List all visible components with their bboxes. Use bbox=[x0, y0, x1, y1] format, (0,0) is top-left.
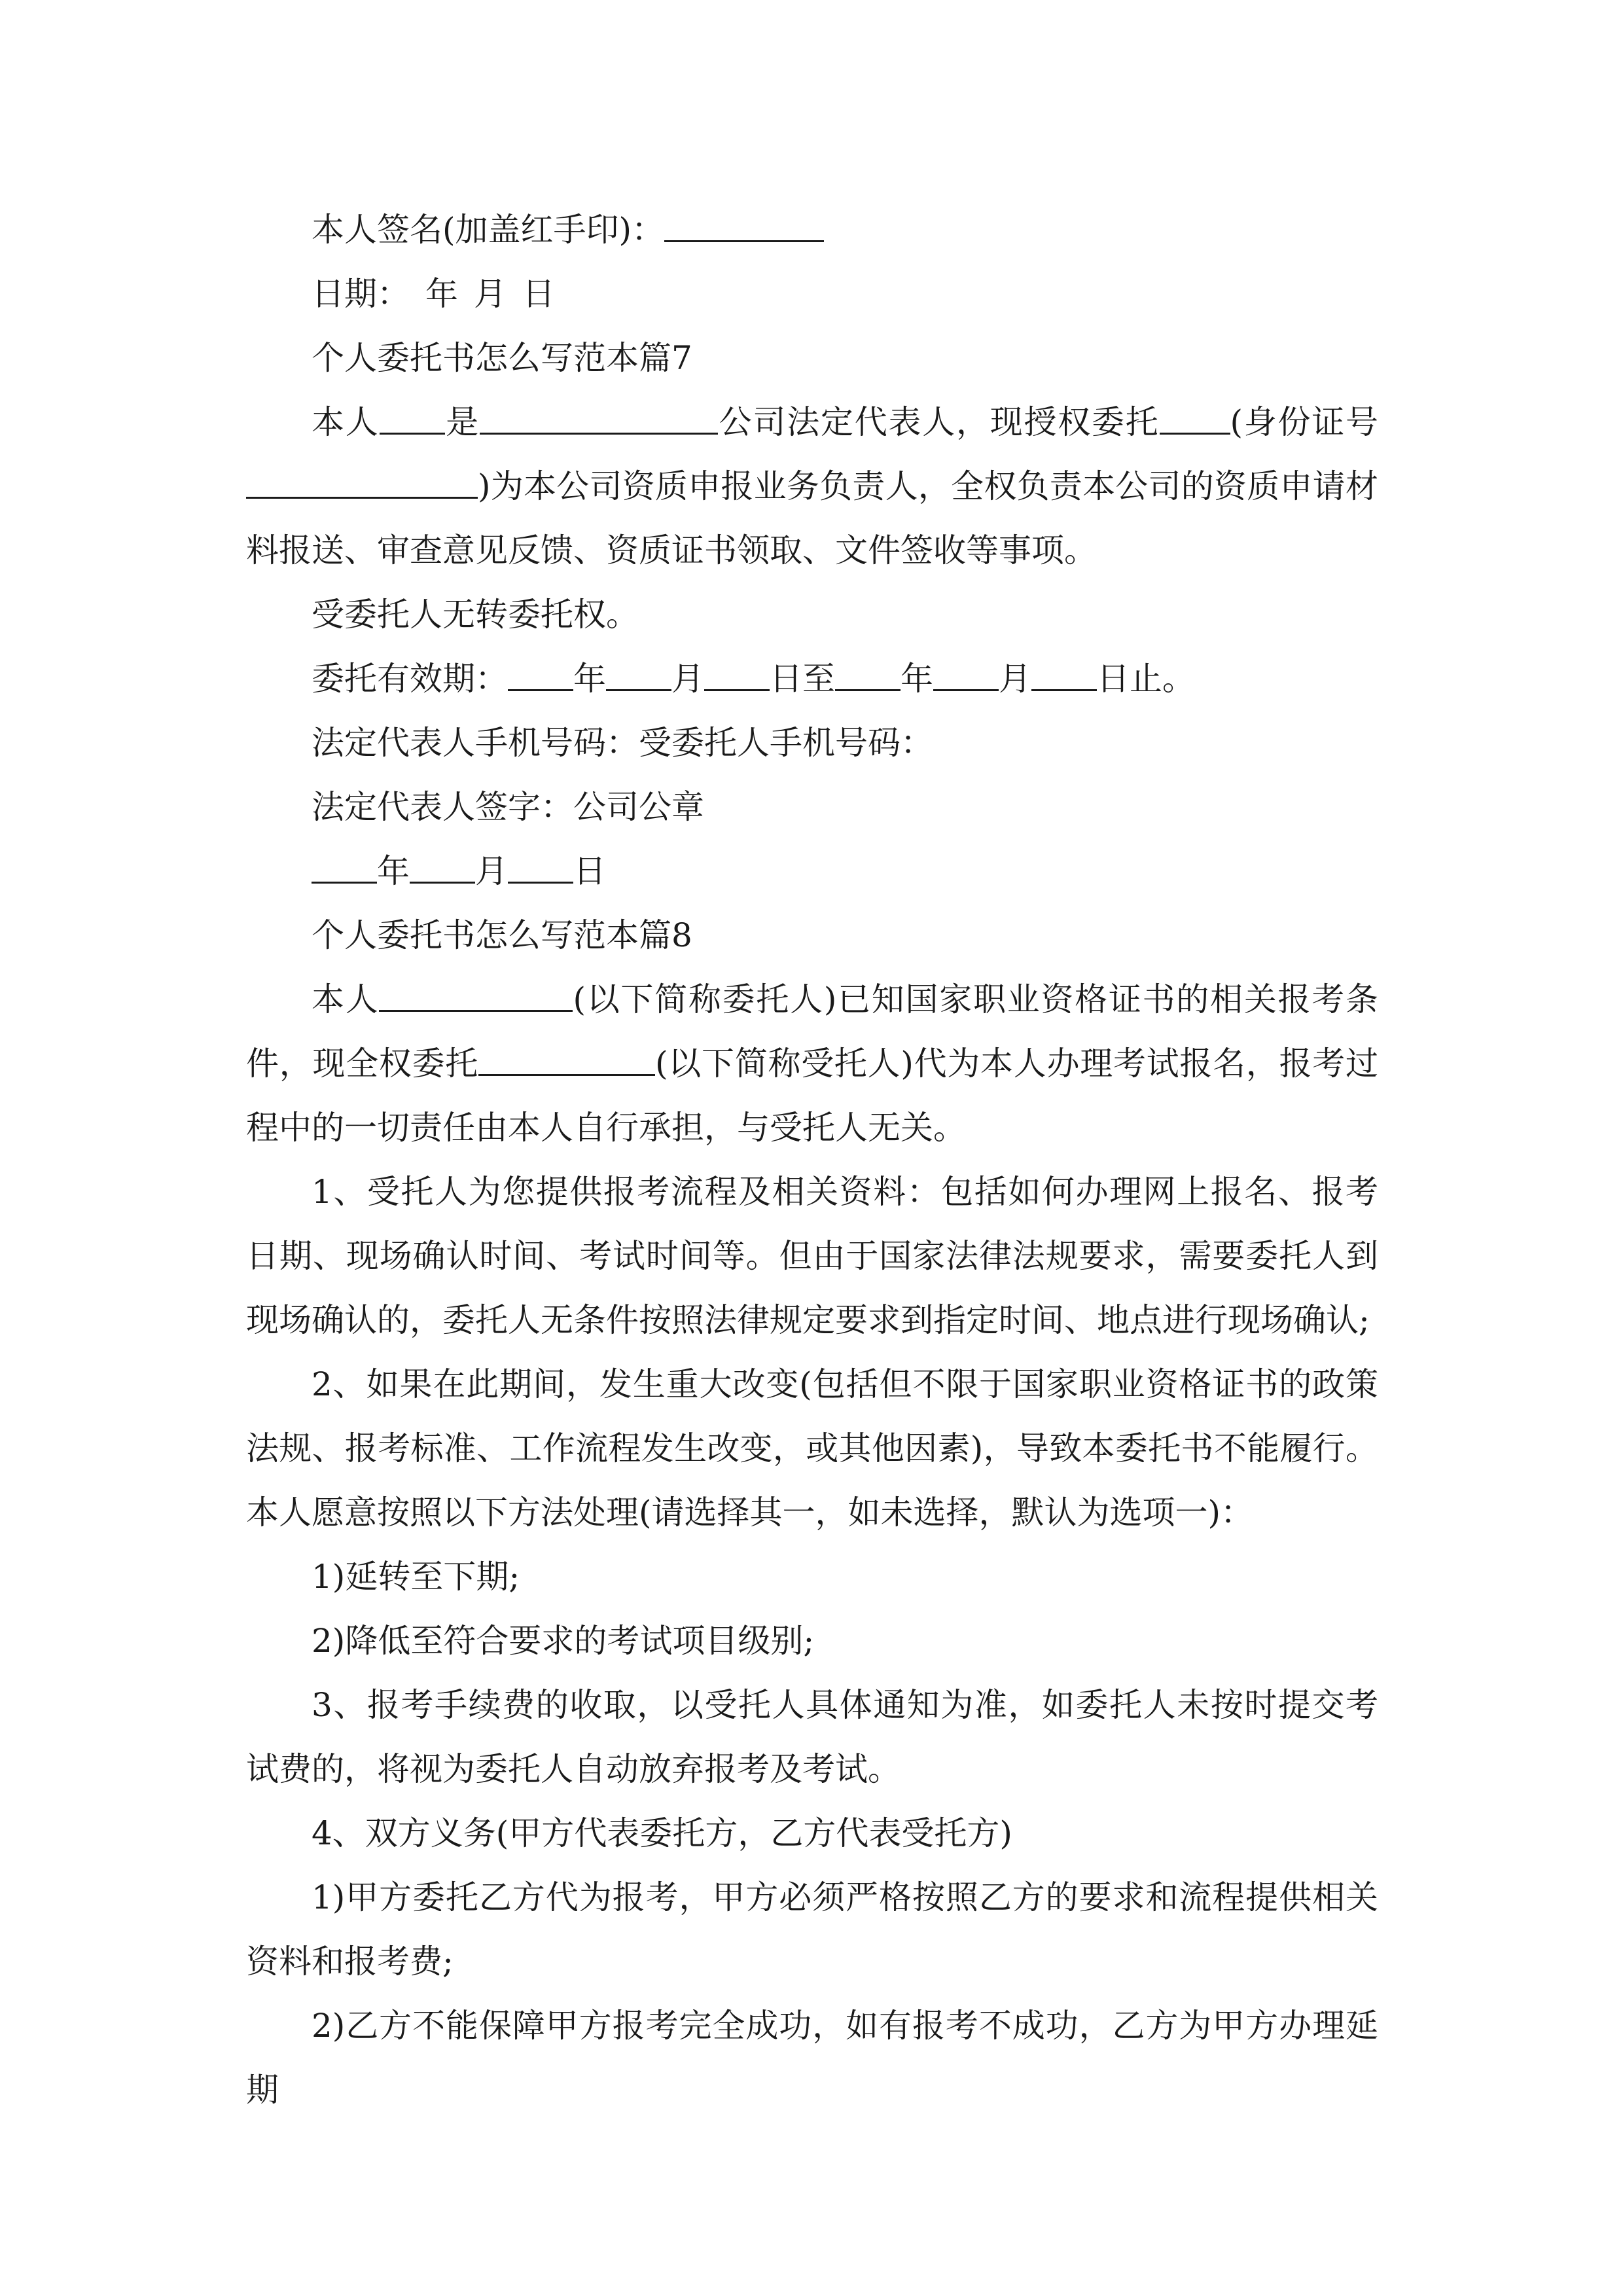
date-label: 日期： bbox=[312, 275, 410, 313]
blank-e-d bbox=[508, 852, 573, 884]
blank-id-number bbox=[246, 467, 478, 499]
no-transfer-line: 受委托人无转委托权。 bbox=[312, 596, 639, 634]
validity-label: 委托有效期： bbox=[312, 660, 508, 698]
item-4-sub-1: 1)甲方委托乙方代为报考，甲方必须严格按照乙方的要求和流程提供相关资料和报考费; bbox=[246, 1878, 1378, 1981]
validity-year-1: 年 bbox=[573, 660, 606, 698]
sample7-text-b: 是 bbox=[444, 403, 480, 441]
blank-v-y2 bbox=[835, 659, 901, 691]
item-2: 2、如果在此期间，发生重大改变(包括但不限于国家职业资格证书的政策法规、报考标准、工作流程发生改变，或其他因素)，导致本委托书不能履行。本人愿意按照以下方法处理(请选择其一，如未选择，默认为选项一)： bbox=[246, 1365, 1378, 1532]
end-year: 年 bbox=[377, 852, 410, 890]
sample8-paragraph bbox=[246, 967, 1378, 1160]
sample7-text-d: (身份证号 bbox=[1230, 403, 1379, 441]
document-body bbox=[246, 198, 1378, 2122]
sample7-paragraph bbox=[246, 390, 1378, 583]
signature-blank bbox=[664, 210, 824, 242]
validity-day-2: 日止。 bbox=[1097, 660, 1195, 698]
blank-company bbox=[480, 403, 718, 435]
item-2-option-1: 1)延转至下期; bbox=[312, 1558, 520, 1596]
validity-line bbox=[246, 647, 1378, 711]
sample8-text-b: (以下简称委托人)已知国家职业资格证书的相关报考条件，现全权委托 bbox=[246, 980, 1379, 1083]
date-year: 年 bbox=[425, 275, 458, 313]
sample8-text-a: 本人 bbox=[312, 980, 380, 1018]
blank-agent bbox=[478, 1044, 655, 1076]
item-4-sub-2: 2)乙方不能保障甲方报考完全成功，如有报考不成功，乙方为甲方办理延期 bbox=[246, 2007, 1378, 2109]
item-1: 1、受托人为您提供报考流程及相关资料：包括如何办理网上报名、报考日期、现场确认时间、考试时间等。但由于国家法律法规要求，需要委托人到现场确认的，委托人无条件按照法律规定要求到指定时间、地点进行现场确认; bbox=[246, 1173, 1378, 1339]
validity-day-1: 日至 bbox=[770, 660, 835, 698]
item-3: 3、报考手续费的收取，以受托人具体通知为准，如委托人未按时提交考试费的，将视为委托人自动放弃报考及考试。 bbox=[246, 1686, 1378, 1788]
signs-line: 法定代表人签字：公司公章 bbox=[312, 788, 704, 826]
sample8-text-c: (以下简称受托人)代为本人办理考试报名，报考过程中的一切责任由本人自行承担，与受托人无关。 bbox=[246, 1045, 1379, 1147]
date-month: 月 bbox=[474, 275, 507, 313]
item-2-option-2: 2)降低至符合要求的考试项目级别; bbox=[312, 1622, 815, 1660]
heading-sample-8: 个人委托书怎么写范本篇8 bbox=[312, 916, 692, 954]
phones-line: 法定代表人手机号码：受委托人手机号码： bbox=[312, 724, 933, 762]
signature-label: 本人签名(加盖红手印)： bbox=[312, 211, 665, 249]
blank-v-d2 bbox=[1031, 659, 1097, 691]
end-date-line bbox=[246, 839, 1378, 903]
end-day: 日 bbox=[573, 852, 606, 890]
blank-v-m2 bbox=[933, 659, 999, 691]
item-4: 4、双方义务(甲方代表委托方，乙方代表受托方) bbox=[312, 1814, 1012, 1852]
blank-principal bbox=[379, 980, 573, 1012]
validity-month-1: 月 bbox=[671, 660, 704, 698]
validity-month-2: 月 bbox=[999, 660, 1031, 698]
end-month: 月 bbox=[475, 852, 508, 890]
blank-e-m bbox=[410, 852, 475, 884]
blank-v-m1 bbox=[606, 659, 671, 691]
blank-v-d1 bbox=[704, 659, 770, 691]
sample7-text-e: )为本公司资质申报业务负责人，全权负责本公司的资质申请材料报送、审查意见反馈、资质证书领取、文件签收等事项。 bbox=[246, 467, 1378, 569]
blank-delegate bbox=[1160, 403, 1230, 435]
signature-line bbox=[246, 198, 1378, 262]
blank-v-y1 bbox=[508, 659, 573, 691]
sample7-text-a: 本人 bbox=[312, 403, 380, 441]
blank-name bbox=[380, 403, 445, 435]
date-line bbox=[246, 262, 1378, 326]
validity-year-2: 年 bbox=[901, 660, 933, 698]
date-day: 日 bbox=[522, 275, 555, 313]
sample7-text-c: 公司法定代表人，现授权委托 bbox=[718, 403, 1160, 441]
heading-sample-7: 个人委托书怎么写范本篇7 bbox=[312, 339, 692, 377]
blank-e-y bbox=[312, 852, 377, 884]
